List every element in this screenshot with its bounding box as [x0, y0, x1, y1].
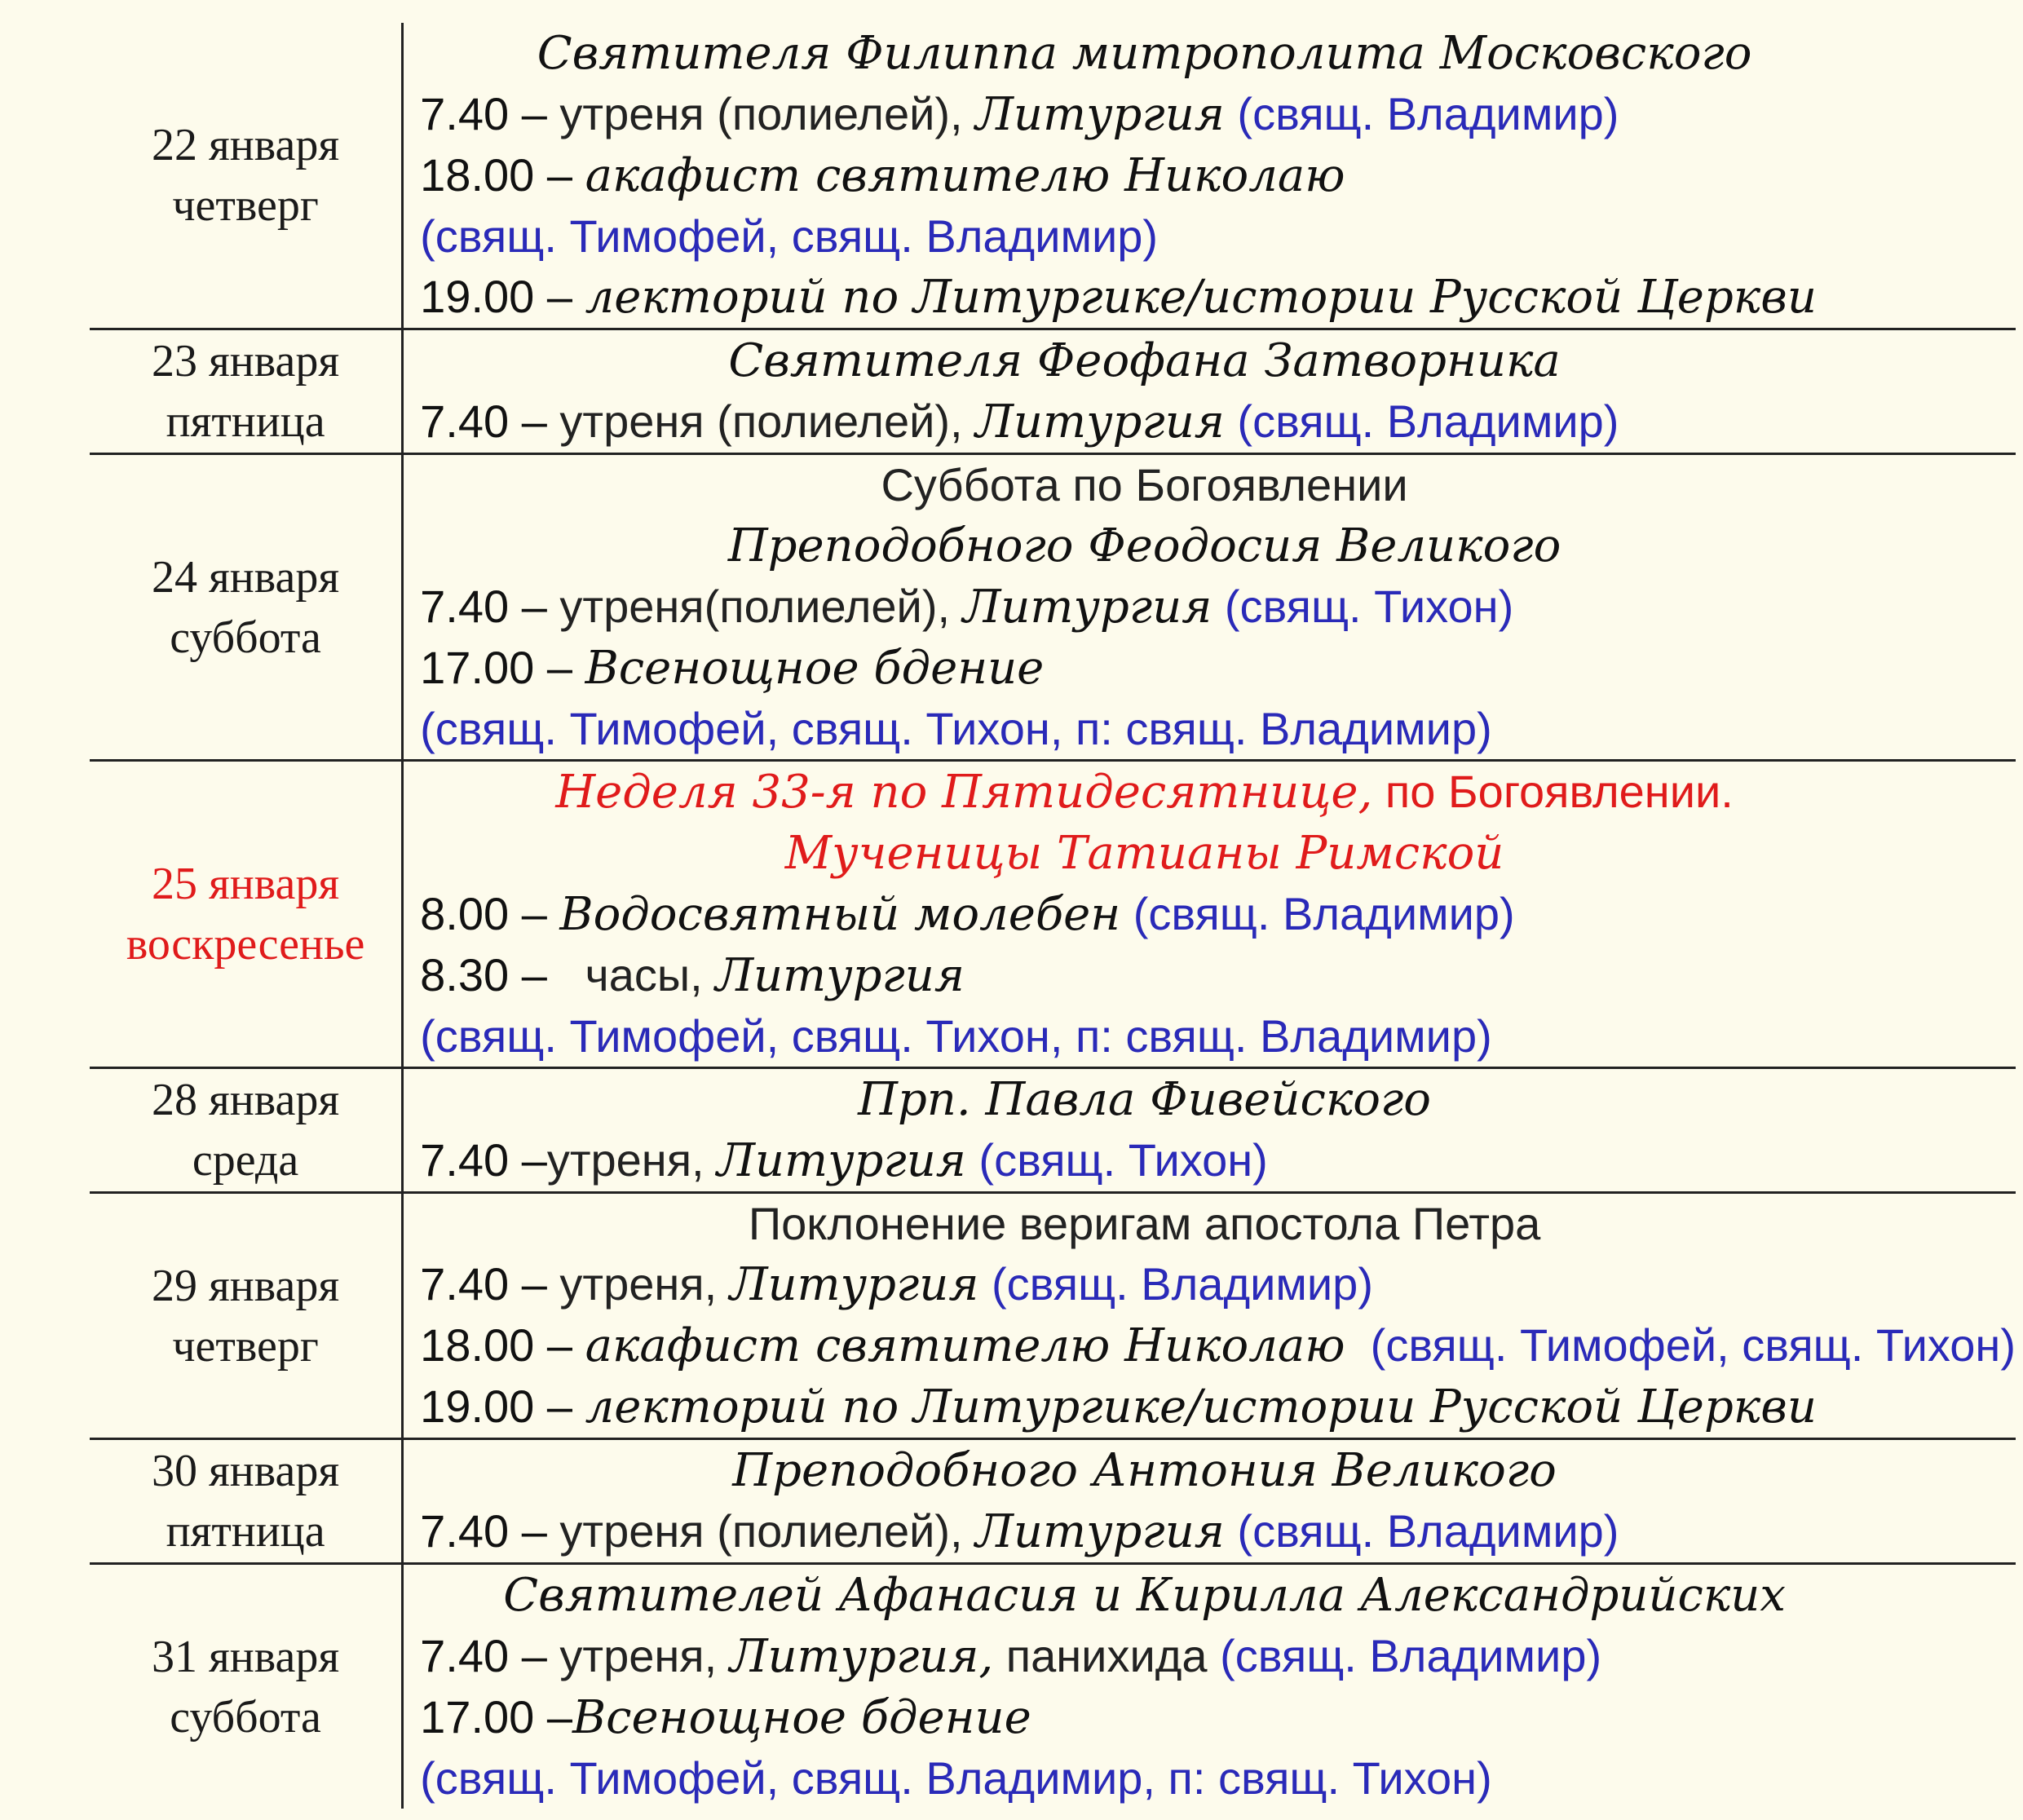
service-line: 17.00 –Всенощное бдение	[420, 1691, 1031, 1744]
feast-title: Святителя Филиппа митрополита Московского	[537, 27, 1752, 80]
date-label: 30 января	[152, 1446, 340, 1496]
feast-title: Святителей Афанасия и Кирилла Александрийских	[503, 1569, 1786, 1622]
day-subtitle: Поклонение веригам апостола Петра	[748, 1198, 1541, 1249]
day-subtitle: Суббота по Богоявлении	[881, 459, 1408, 510]
table-row	[90, 1193, 2016, 1439]
date-label: 31 января	[152, 1631, 340, 1682]
feast-title: Святителя Феофана Затворника	[728, 334, 1561, 387]
weekday-label: суббота	[170, 612, 321, 663]
clergy-line: (свящ. Тимофей, свящ. Владимир, п: свящ. Тихон)	[420, 1752, 1492, 1804]
weekday-label: суббота	[170, 1691, 321, 1743]
services-cell	[403, 454, 2016, 761]
service-line: 7.40 – утреня (полиелей), Литургия (свящ. Владимир)	[420, 1505, 1619, 1558]
table-row	[90, 454, 2016, 761]
feast-title: Прп. Павла Фивейского	[858, 1073, 1432, 1126]
service-line: 8.00 – Водосвятный молебен (свящ. Владимир)	[420, 888, 1515, 941]
weekday-label: четверг	[172, 1320, 319, 1372]
clergy-text: (свящ. Тимофей, свящ. Тихон)	[1345, 1319, 2016, 1371]
date-label: 22 января	[152, 120, 340, 170]
clergy-text: (свящ. Владимир)	[1224, 88, 1619, 139]
clergy-text: (свящ. Владимир)	[978, 1258, 1373, 1310]
schedule-table	[90, 23, 2016, 1809]
date-cell	[90, 1564, 403, 1809]
feast-title: Мученицы Татианы Римской	[784, 827, 1504, 880]
weekday-label: воскресенье	[126, 919, 365, 970]
service-line: 7.40 – утреня, Литургия (свящ. Владимир)	[420, 1258, 1373, 1311]
service-line: 7.40 –утреня, Литургия (свящ. Тихон)	[420, 1134, 1268, 1187]
date-cell	[90, 1068, 403, 1193]
feast-title: Неделя 33-я по Пятидесятнице, по Богоявлении.	[555, 766, 1734, 819]
table-row	[90, 1564, 2016, 1809]
service-line: 19.00 – лекторий по Литургике/истории Русской Церкви	[420, 271, 1817, 324]
clergy-text: (свящ. Тихон)	[1212, 581, 1514, 632]
date-cell	[90, 1193, 403, 1439]
table-row	[90, 329, 2016, 454]
date-label: 29 января	[152, 1260, 340, 1311]
weekday-label: четверг	[172, 180, 319, 231]
services-cell	[403, 1564, 2016, 1809]
services-cell	[403, 1193, 2016, 1439]
weekday-label: пятница	[166, 1506, 325, 1557]
weekday-label: пятница	[166, 396, 325, 447]
feast-title: Преподобного Феодосия Великого	[727, 519, 1561, 572]
services-cell	[403, 23, 2016, 329]
date-label: 23 января	[152, 336, 340, 387]
service-line: 18.00 – акафист святителю Николаю (свящ. Тимофей, свящ. Тихон)	[420, 1319, 2016, 1372]
weekday-label: среда	[192, 1135, 299, 1186]
feast-title: Преподобного Антония Великого	[732, 1444, 1557, 1497]
service-line: 8.30 – часы, Литургия	[420, 949, 965, 1002]
clergy-text: (свящ. Владимир)	[1220, 1630, 1602, 1681]
clergy-line: (свящ. Тимофей, свящ. Владимир)	[420, 210, 1159, 262]
clergy-text: (свящ. Владимир)	[1224, 395, 1619, 447]
table-row	[90, 1439, 2016, 1564]
clergy-text: (свящ. Тихон)	[965, 1134, 1268, 1186]
table-row	[90, 23, 2016, 329]
date-cell	[90, 23, 403, 329]
service-line: 7.40 – утреня (полиелей), Литургия (свящ. Владимир)	[420, 395, 1619, 448]
date-label: 24 января	[152, 551, 340, 603]
services-cell	[403, 329, 2016, 454]
date-label: 25 января	[152, 859, 340, 909]
date-label: 28 января	[152, 1075, 340, 1125]
date-cell	[90, 454, 403, 761]
date-cell	[90, 761, 403, 1068]
table-row	[90, 1068, 2016, 1193]
clergy-text: (свящ. Владимир)	[1224, 1505, 1619, 1557]
date-cell	[90, 1439, 403, 1564]
service-line: 7.40 – утреня, Литургия, панихида (свящ. Владимир)	[420, 1630, 1602, 1683]
service-line: 19.00 – лекторий по Литургике/истории Русской Церкви	[420, 1380, 1817, 1433]
service-line: 17.00 – Всенощное бдение	[420, 642, 1045, 695]
service-line: 7.40 – утреня(полиелей), Литургия (свящ. Тихон)	[420, 581, 1514, 634]
clergy-line: (свящ. Тимофей, свящ. Тихон, п: свящ. Владимир)	[420, 703, 1492, 754]
service-line: 18.00 – акафист святителю Николаю	[420, 149, 1345, 202]
service-line: 7.40 – утреня (полиелей), Литургия (свящ. Владимир)	[420, 88, 1619, 141]
table-row	[90, 761, 2016, 1068]
date-cell	[90, 329, 403, 454]
clergy-line: (свящ. Тимофей, свящ. Тихон, п: свящ. Владимир)	[420, 1010, 1492, 1062]
services-cell	[403, 761, 2016, 1068]
services-cell	[403, 1439, 2016, 1564]
services-cell	[403, 1068, 2016, 1193]
clergy-text: (свящ. Владимир)	[1120, 888, 1515, 939]
